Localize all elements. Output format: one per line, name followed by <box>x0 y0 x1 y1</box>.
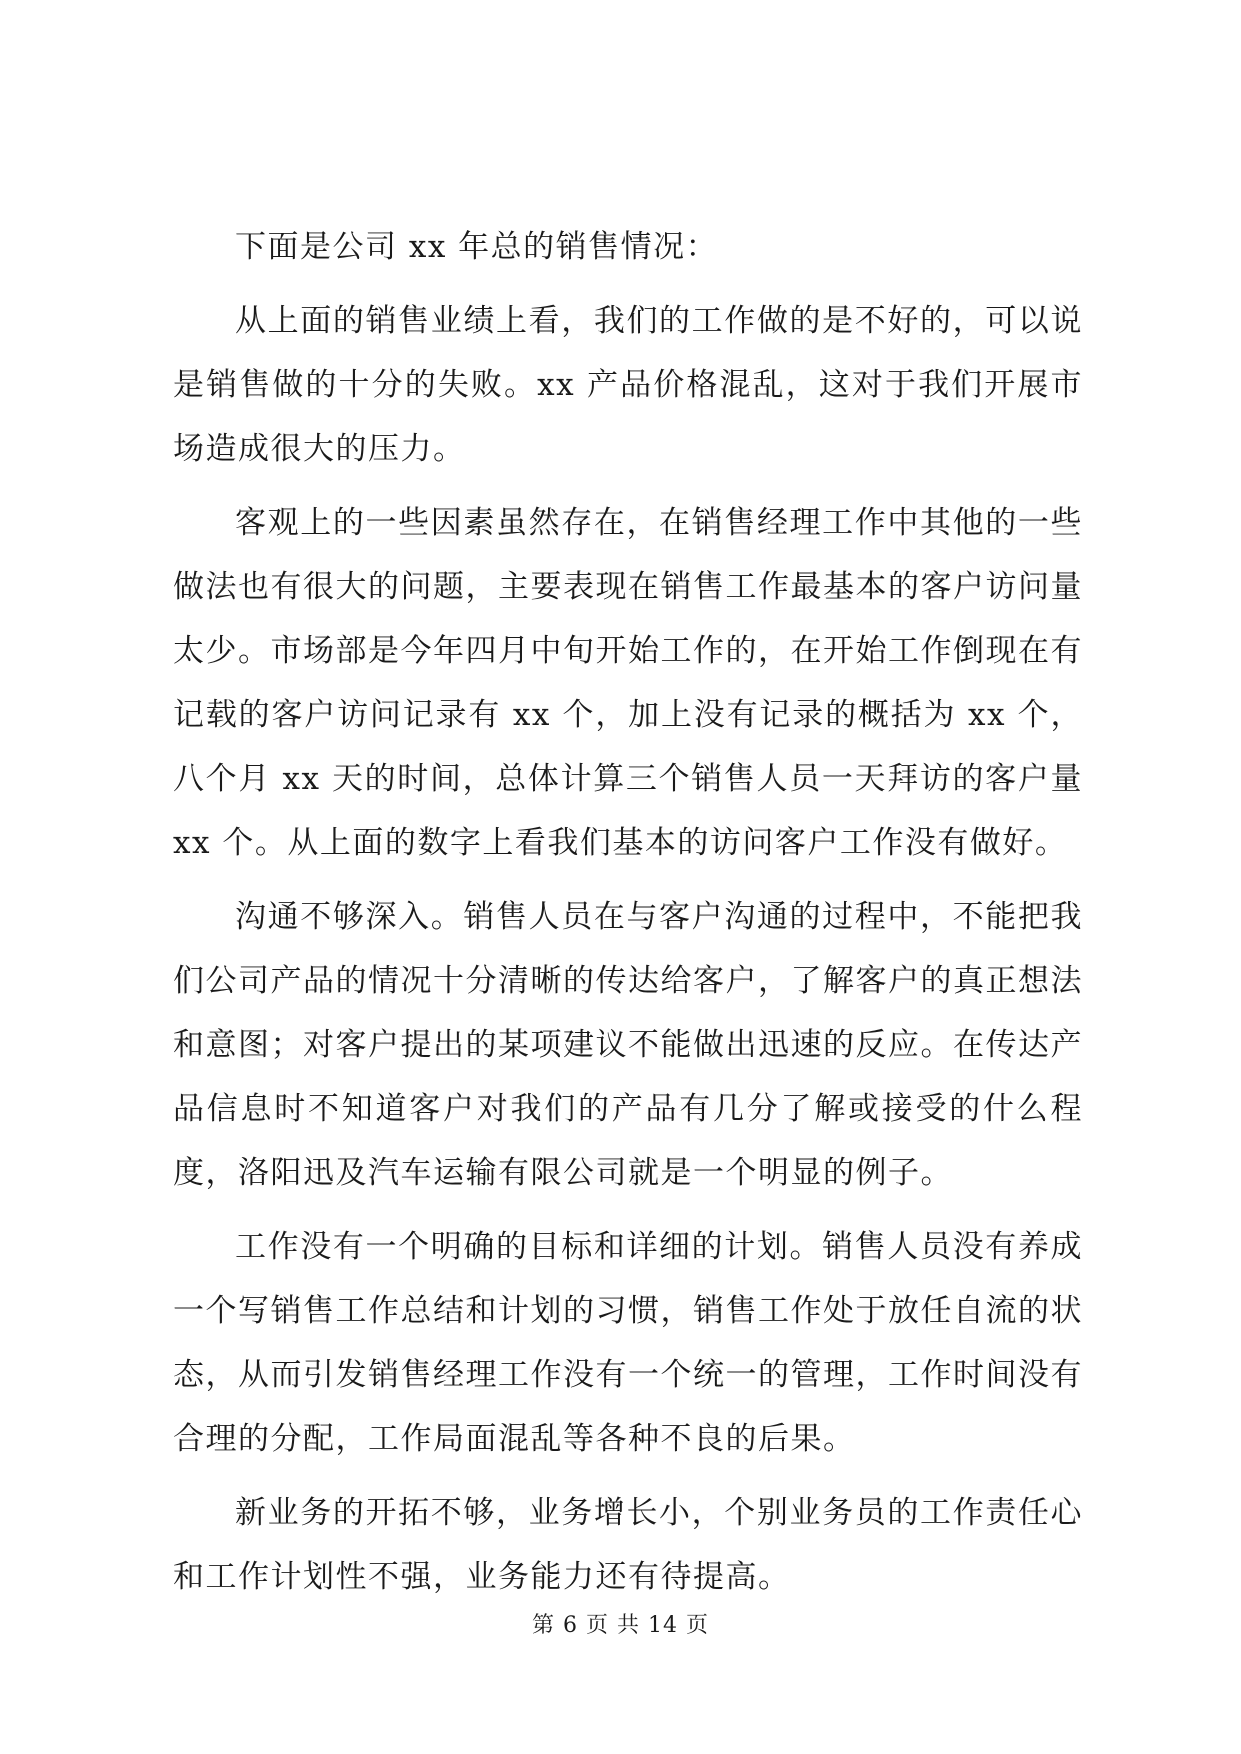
paragraph-communication: 沟通不够深入。销售人员在与客户沟通的过程中，不能把我们公司产品的情况十分清晰的传达给客户，了解客户的真正想法和意图；对客户提出的某项建议不能做出迅速的反应。在传达产品信息时不知道客户对我们的产品有几分了解或接受的什么程度，洛阳迅及汽车运输有限公司就是一个明显的例子。 <box>173 899 1083 1191</box>
paragraph-sales-intro: 下面是公司 xx 年总的销售情况： <box>235 229 719 265</box>
document-body <box>173 215 1083 1619</box>
paragraph-new-business: 新业务的开拓不够，业务增长小，个别业务员的工作责任心和工作计划性不强，业务能力还有待提高。 <box>173 1495 1083 1595</box>
paragraph-customer-visits: 客观上的一些因素虽然存在，在销售经理工作中其他的一些做法也有很大的问题，主要表现在销售工作最基本的客户访问量太少。市场部是今年四月中旬开始工作的，在开始工作倒现在有记载的客户访问记录有 xx 个，加上没有记录的概括为 xx 个，八个月 xx 天的时间，总体计算三个销售人员一天拜访的客户量 xx 个。从上面的数字上看我们基本的访问客户工作没有做好。 <box>173 505 1083 861</box>
page-number-footer: 第 6 页 共 14 页 <box>532 1613 709 1638</box>
paragraph-work-plan: 工作没有一个明确的目标和详细的计划。销售人员没有养成一个写销售工作总结和计划的习惯，销售工作处于放任自流的状态，从而引发销售经理工作没有一个统一的管理，工作时间没有合理的分配，工作局面混乱等各种不良的后果。 <box>173 1229 1083 1457</box>
paragraph-sales-performance: 从上面的销售业绩上看，我们的工作做的是不好的，可以说是销售做的十分的失败。xx 产品价格混乱，这对于我们开展市场造成很大的压力。 <box>173 303 1083 467</box>
